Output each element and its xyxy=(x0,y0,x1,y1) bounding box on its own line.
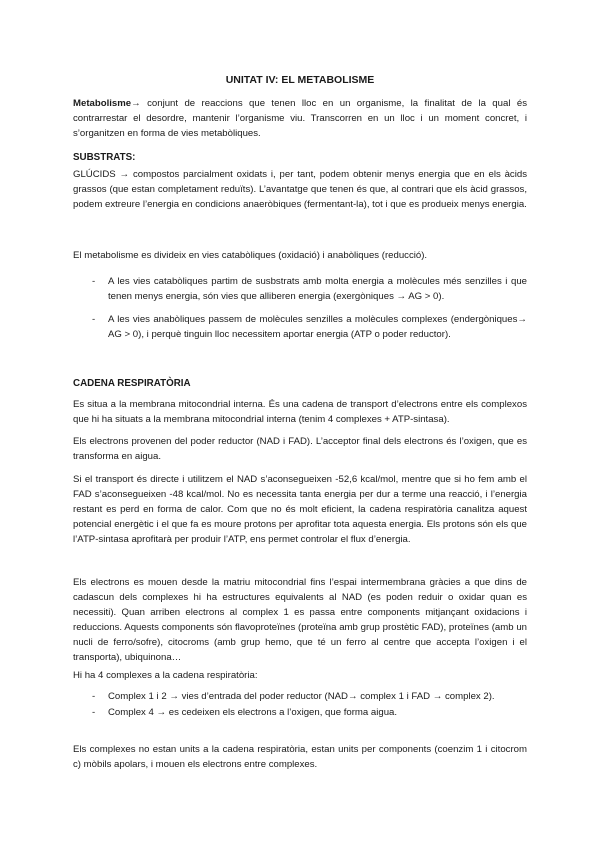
list-item: A les vies anabòliques passem de molècules senzilles a molècules complexes (endergòniques→ AG > 0), i perquè tinguin lloc necessitem aportar energia (ATP o poder reductor). xyxy=(108,314,527,340)
list-item: A les vies catabòliques partim de susbstrats amb molta energia a molècules més senzilles i que tenen menys energia, són vies que alliberen energia (exergòniques → AG > 0). xyxy=(108,276,527,302)
cadena-heading: CADENA RESPIRATÒRIA xyxy=(73,378,191,389)
document-title: UNITAT IV: EL METABOLISME xyxy=(225,74,375,86)
list-bullet: - xyxy=(92,314,96,325)
list-bullet: - xyxy=(92,707,96,718)
intro-paragraph xyxy=(73,96,527,141)
list-item: Complex 1 i 2 → vies d’entrada del poder reductor (NAD→ complex 1 i FAD → complex 2). xyxy=(108,691,495,702)
cadena-paragraph-4: Els electrons es mouen desde la matriu mitocondrial fins l’espai intermembrana gràcies a que dins de cadascun dels complexes hi ha estructures equivalents al NAD (es poden reduir o oxidar quan es necessiti). Quan arriben electrons al complex 1 es passa entre components mitjançant oxidacions i reduccions. Aquests components són flavoproteïnes (proteïna amb grup prostètic FAD), proteïnes (amb un nucli de ferro/sofre), citocroms (amb grup hemo, que té un ferro al centre que accepta l’oxigen i el transporta), ubiquinona… xyxy=(73,577,527,663)
list-item: Complex 4 → es cedeixen els electrons a l’oxigen, que forma aigua. xyxy=(108,707,398,718)
cadena-paragraph-5: Hi ha 4 complexes a la cadena respiratòria: xyxy=(73,670,258,681)
glucids-paragraph: GLÚCIDS → compostos parcialment oxidats i, per tant, podem obtenir menys energia que en els àcids grassos (que estan completament reduïts). L’avantatge que tenen és que, al contrari que els àcid grassos, podem extreure l’energia en condicions anaeròbiques (fermentant-la), tot i que es produeix menys energia. xyxy=(73,169,527,210)
list-bullet: - xyxy=(92,276,96,287)
intro-term: Metabolisme xyxy=(73,98,132,109)
list-bullet: - xyxy=(92,691,96,702)
cadena-paragraph-6: Els complexes no estan units a la cadena respiratòria, estan units per components (coenzim 1 i citocrom c) mòbils apolars, i mouen els electrons entre complexes. xyxy=(73,744,527,770)
cadena-paragraph-1: Es situa a la membrana mitocondrial interna. És una cadena de transport d’electrons entre els complexos que hi ha situats a la membrana mitocondrial interna (tenim 4 complexes + ATP-sintasa). xyxy=(73,399,527,425)
cadena-paragraph-2: Els electrons provenen del poder reductor (NAD i FAD). L’acceptor final dels electrons és l’oxigen, que es transforma en aigua. xyxy=(73,436,527,462)
substrats-heading: SUBSTRATS: xyxy=(73,152,136,163)
metabolisme-divisio-paragraph: El metabolisme es divideix en vies catabòliques (oxidació) i anabòliques (reducció). xyxy=(73,250,428,261)
cadena-paragraph-3: Si el transport és directe i utilitzem el NAD s’aconsegueixen -52,6 kcal/mol, mentre que si ho fem amb el FAD s’aconsegueixen -48 kcal/mol. No es necessita tanta energia per dur a terme una reacció, i l’energia restant es perd en forma de calor. Com que no és molt eficient, la cadena respiratòria canalitza aquest potencial energètic i el que fa es moure protons per aprofitar tota aquesta energia. Els protons són els que l’ATP-sintasa aprofitarà per produir l’ATP, ens permet controlar el flux d’energia. xyxy=(73,474,527,545)
intro-text: → conjunt de reaccions que tenen lloc en un organisme, la finalitat de la qual és contrarrestar el desordre, mantenir l’organisme viu. Transcorren en un lloc i un moment concret, i s’organitzen en forma de vies metabòliques. xyxy=(73,98,527,139)
